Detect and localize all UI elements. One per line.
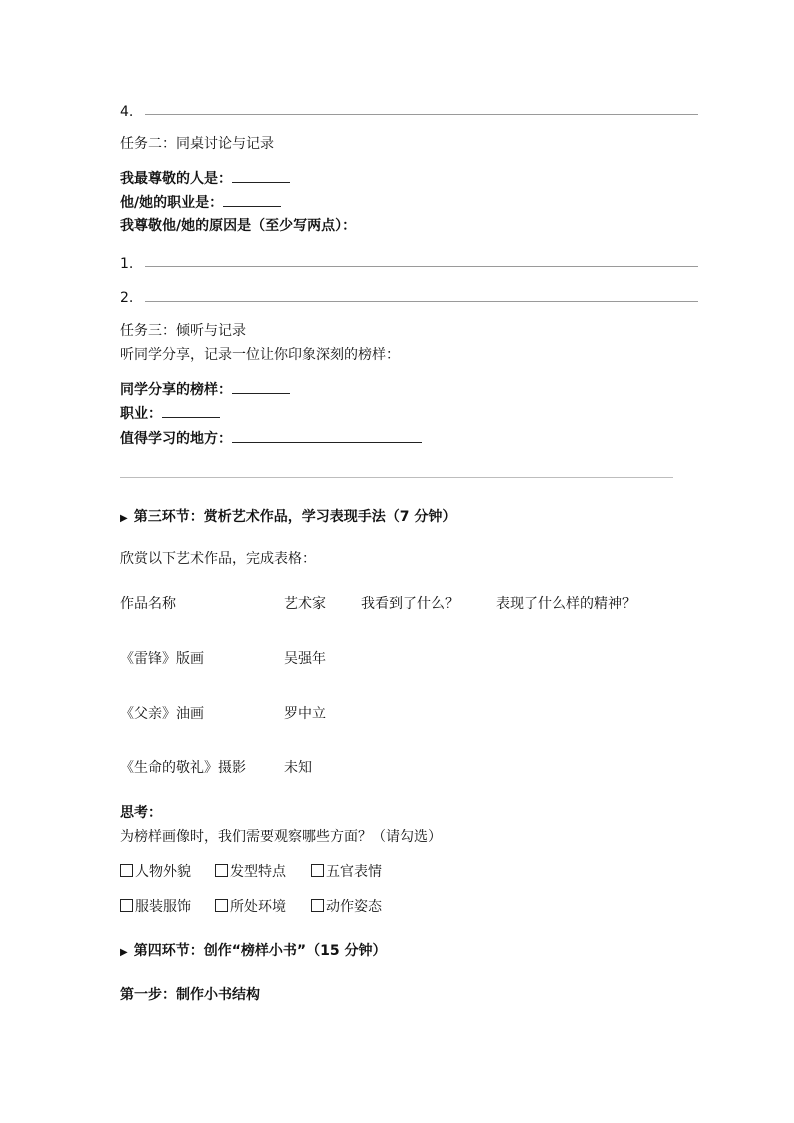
checkbox-option[interactable] — [120, 896, 191, 916]
fill-blank[interactable] — [232, 378, 290, 394]
option-label: 发型特点 — [230, 864, 286, 880]
checkbox-option[interactable] — [215, 896, 286, 916]
checkbox-icon[interactable] — [120, 899, 133, 912]
answer-line — [145, 114, 698, 115]
task2-field-reasons: 我尊敬他/她的原因是（至少写两点）： — [120, 218, 357, 234]
checkbox-option[interactable] — [215, 861, 286, 881]
fill-blank[interactable] — [223, 191, 281, 207]
checkbox-icon[interactable] — [215, 864, 228, 877]
table-header-seen: 我看到了什么？ — [361, 596, 459, 612]
table-row-artist: 未知 — [284, 760, 312, 776]
option-label: 所处环境 — [230, 899, 286, 915]
section3-intro: 欣赏以下艺术作品，完成表格： — [120, 551, 316, 567]
section3-heading: 第三环节：赏析艺术作品，学习表现手法（7 分钟） — [133, 509, 457, 525]
section4-step1: 第一步：制作小书结构 — [120, 987, 260, 1003]
task3-field-role-model — [120, 378, 290, 399]
triangle-bullet-icon: ▶ — [120, 947, 128, 958]
task3-instruction: 听同学分享，记录一位让你印象深刻的榜样： — [120, 347, 400, 363]
checkbox-option[interactable] — [311, 896, 382, 916]
triangle-bullet-icon: ▶ — [120, 513, 128, 524]
option-label: 五官表情 — [326, 864, 382, 880]
checkbox-icon[interactable] — [311, 864, 324, 877]
fill-blank[interactable] — [162, 402, 220, 418]
checkbox-icon[interactable] — [120, 864, 133, 877]
field-label: 我最尊敬的人是： — [120, 171, 232, 187]
task2-line1-number: 1. — [120, 256, 134, 272]
answer-line — [145, 301, 698, 302]
task1-item4-number: 4. — [120, 104, 134, 120]
think-question: 为榜样画像时，我们需要观察哪些方面？（请勾选） — [120, 829, 442, 845]
option-label: 动作姿态 — [326, 899, 382, 915]
section4-heading: 第四环节：创作“榜样小书”（15 分钟） — [133, 943, 387, 959]
task2-field-occupation — [120, 191, 281, 212]
table-row-work: 《雷锋》版画 — [120, 651, 204, 667]
table-row-artist: 罗中立 — [284, 706, 326, 722]
fill-blank[interactable] — [232, 167, 290, 183]
answer-line — [145, 266, 698, 267]
think-label: 思考： — [120, 805, 162, 821]
table-header-work: 作品名称 — [120, 596, 176, 612]
option-label: 人物外貌 — [135, 864, 191, 880]
task2-field-respected-person — [120, 167, 290, 188]
checkbox-option[interactable] — [120, 861, 191, 881]
fill-blank[interactable] — [232, 427, 422, 443]
task2-line2-number: 2. — [120, 290, 134, 306]
section3-heading-row — [120, 506, 456, 526]
table-row-work: 《父亲》油画 — [120, 706, 204, 722]
task3-heading: 任务三：倾听与记录 — [120, 323, 246, 339]
task2-heading: 任务二：同桌讨论与记录 — [120, 136, 274, 152]
table-header-artist: 艺术家 — [284, 596, 326, 612]
field-label: 值得学习的地方： — [120, 431, 232, 447]
checkbox-option[interactable] — [311, 861, 382, 881]
table-row-artist: 吴强年 — [284, 651, 326, 667]
field-label: 同学分享的榜样： — [120, 382, 232, 398]
field-label: 他/她的职业是： — [120, 195, 224, 211]
task3-field-learn-from — [120, 427, 422, 448]
option-label: 服装服饰 — [135, 899, 191, 915]
table-row-work: 《生命的敬礼》摄影 — [120, 760, 246, 776]
task3-field-occupation — [120, 402, 220, 423]
field-label: 职业： — [120, 406, 162, 422]
section-divider — [120, 477, 673, 478]
checkbox-icon[interactable] — [215, 899, 228, 912]
table-header-spirit: 表现了什么样的精神？ — [496, 596, 636, 612]
section4-heading-row — [120, 940, 386, 960]
checkbox-icon[interactable] — [311, 899, 324, 912]
